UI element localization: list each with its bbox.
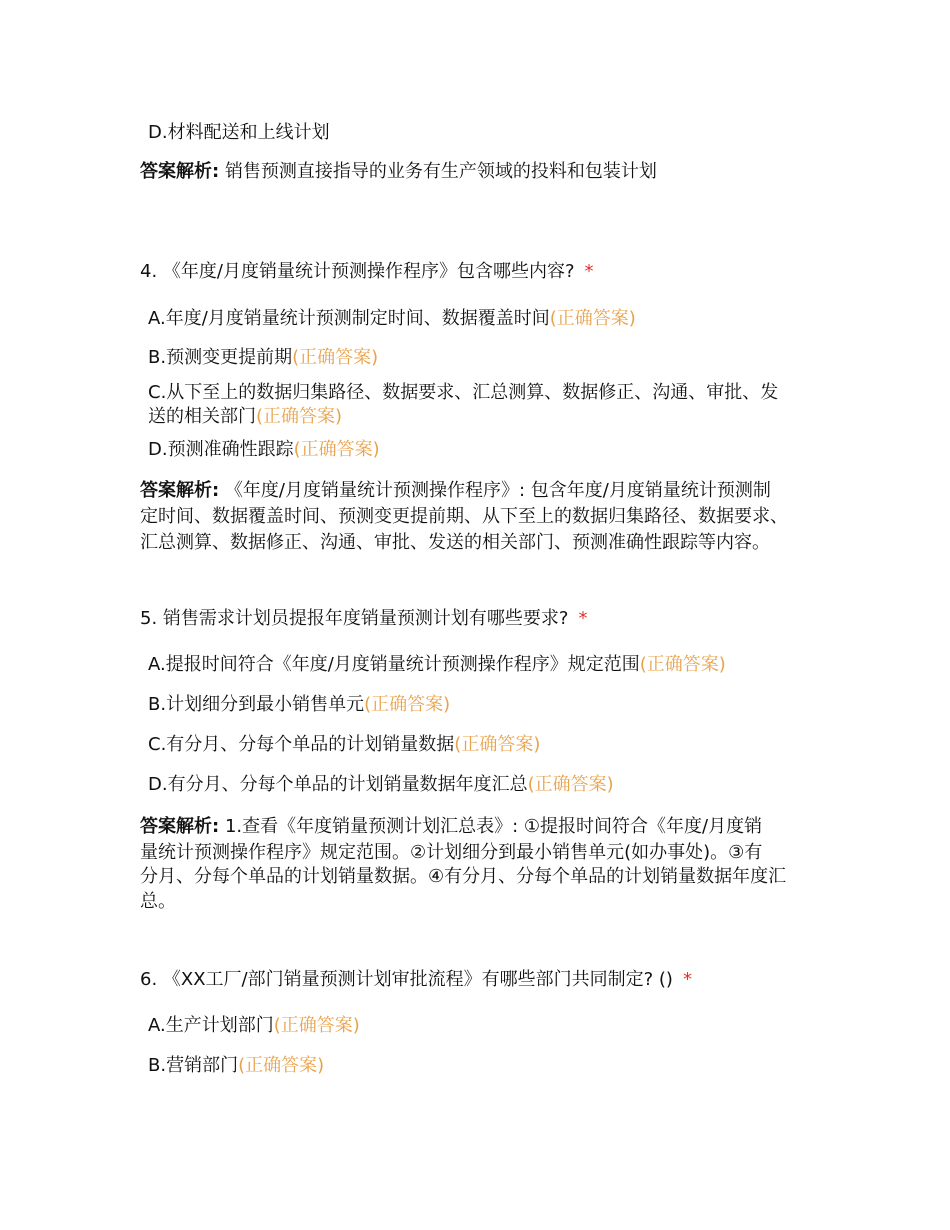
q4-option-c-line2	[148, 404, 342, 430]
correct-answer-mark: (正确答案)	[292, 347, 379, 368]
q6-option-a	[148, 1013, 360, 1039]
analysis-text: 销售预测直接指导的业务有生产领域的投料和包装计划	[224, 161, 657, 182]
question-text: 6. 《XX工厂/部门销量预测计划审批流程》有哪些部门共同制定? ()	[140, 969, 673, 990]
correct-answer-mark: (正确答案)	[238, 1055, 325, 1076]
q4-option-c-line1	[148, 380, 778, 406]
option-text: A.提报时间符合《年度/月度销量统计预测操作程序》规定范围	[148, 654, 640, 675]
question-text: 4. 《年度/月度销量统计预测操作程序》包含哪些内容?	[140, 261, 575, 282]
analysis-text: 《年度/月度销量统计预测操作程序》: 包含年度/月度销量统计预测制	[224, 480, 771, 501]
question-4-title	[140, 259, 594, 285]
prev-answer-analysis	[140, 159, 657, 185]
q4-option-b	[148, 345, 378, 371]
correct-answer-mark: (正确答案)	[293, 439, 380, 460]
analysis-label: 答案解析:	[140, 161, 220, 182]
correct-answer-mark: (正确答案)	[364, 694, 451, 715]
analysis-text: 定时间、数据覆盖时间、预测变更提前期、从下至上的数据归集路径、数据要求、	[140, 506, 788, 527]
required-mark: *	[578, 608, 588, 629]
q4-option-d	[148, 437, 380, 463]
correct-answer-mark: (正确答案)	[273, 1015, 360, 1036]
q5-option-a	[148, 652, 726, 678]
analysis-text: 总。	[140, 891, 176, 912]
option-text: D.预测准确性跟踪	[148, 439, 294, 460]
analysis-text: 1.查看《年度销量预测计划汇总表》: ①提报时间符合《年度/月度销	[224, 816, 763, 837]
q4-analysis-line2	[140, 504, 788, 530]
prev-option-d	[148, 120, 330, 146]
q5-analysis-line4	[140, 889, 176, 915]
option-text: A.年度/月度销量统计预测制定时间、数据覆盖时间	[148, 308, 550, 329]
q5-analysis-line2	[140, 840, 762, 866]
option-text: D.材料配送和上线计划	[148, 122, 330, 143]
analysis-text: 汇总测算、数据修正、沟通、审批、发送的相关部门、预测准确性跟踪等内容。	[140, 532, 770, 553]
option-text: D.有分月、分每个单品的计划销量数据年度汇总	[148, 774, 528, 795]
correct-answer-mark: (正确答案)	[527, 774, 614, 795]
question-5-title	[140, 606, 587, 632]
option-text: C.有分月、分每个单品的计划销量数据	[148, 734, 455, 755]
correct-answer-mark: (正确答案)	[256, 406, 343, 427]
analysis-label: 答案解析:	[140, 816, 220, 837]
q5-analysis-line1	[140, 814, 762, 840]
required-mark: *	[584, 261, 594, 282]
q4-analysis-line1	[140, 478, 771, 504]
option-text: 送的相关部门	[148, 406, 256, 427]
correct-answer-mark: (正确答案)	[549, 308, 636, 329]
q4-option-a	[148, 306, 636, 332]
option-text: C.从下至上的数据归集路径、数据要求、汇总测算、数据修正、沟通、审批、发	[148, 382, 779, 403]
q6-option-b	[148, 1053, 324, 1079]
q5-analysis-line3	[140, 864, 786, 890]
option-text: A.生产计划部门	[148, 1015, 274, 1036]
question-text: 5. 销售需求计划员提报年度销量预测计划有哪些要求?	[140, 608, 569, 629]
analysis-label: 答案解析:	[140, 480, 220, 501]
analysis-text: 量统计预测操作程序》规定范围。②计划细分到最小销售单元(如办事处)。③有	[140, 842, 763, 863]
option-text: B.计划细分到最小销售单元	[148, 694, 365, 715]
q5-option-c	[148, 732, 540, 758]
q4-analysis-line3	[140, 530, 770, 556]
correct-answer-mark: (正确答案)	[454, 734, 541, 755]
option-text: B.营销部门	[148, 1055, 239, 1076]
option-text: B.预测变更提前期	[148, 347, 293, 368]
required-mark: *	[682, 969, 692, 990]
q5-option-b	[148, 692, 450, 718]
q5-option-d	[148, 772, 614, 798]
correct-answer-mark: (正确答案)	[639, 654, 726, 675]
question-6-title	[140, 967, 692, 993]
analysis-text: 分月、分每个单品的计划销量数据。④有分月、分每个单品的计划销量数据年度汇	[140, 866, 787, 887]
